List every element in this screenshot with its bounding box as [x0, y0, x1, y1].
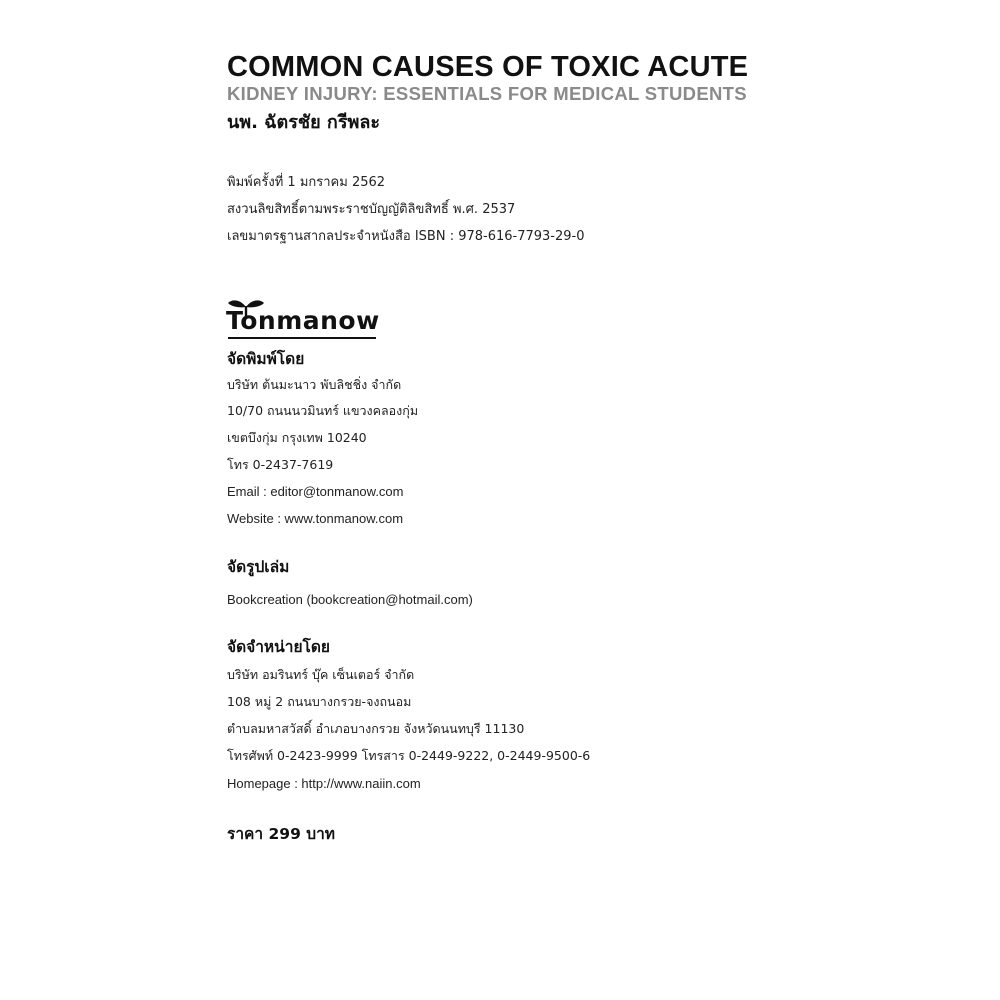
publisher-heading: จัดพิมพ์โดย — [227, 350, 305, 368]
book-title-line-2: KIDNEY INJURY: ESSENTIALS FOR MEDICAL STUDENTS — [227, 83, 747, 104]
isbn-line: เลขมาตรฐานสากลประจำหนังสือ ISBN : 978-616-7793-29-0 — [227, 229, 585, 244]
logo-underline — [228, 337, 376, 339]
distributor-name: บริษัท อมรินทร์ บุ๊ค เซ็นเตอร์ จำกัด — [227, 667, 415, 682]
publisher-address-1: 10/70 ถนนนวมินทร์ แขวงคลองกุ่ม — [227, 403, 419, 418]
publisher-phone: โทร 0-2437-7619 — [227, 457, 334, 472]
logo-wordmark: Tonmanow — [226, 306, 380, 335]
publisher-address-2: เขตบึงกุ่ม กรุงเทพ 10240 — [227, 430, 367, 445]
distributor-address-2: ตำบลมหาสวัสดิ์ อำเภอบางกรวย จังหวัดนนทบุรี 11130 — [227, 721, 525, 736]
publisher-website: Website : www.tonmanow.com — [227, 511, 404, 526]
publisher-name: บริษัท ต้นมะนาว พับลิชชิ่ง จำกัด — [227, 377, 402, 392]
copyright-notice: สงวนลิขสิทธิ์ตามพระราชบัญญัติลิขสิทธิ์ พ.ศ. 2537 — [227, 202, 516, 217]
book-title-line-1: COMMON CAUSES OF TOXIC ACUTE — [227, 51, 749, 83]
author-name: นพ. ฉัตรชัย กรีพละ — [227, 112, 381, 133]
distributor-address-1: 108 หมู่ 2 ถนนบางกรวย-จงถนอม — [227, 694, 412, 709]
edition-info: พิมพ์ครั้งที่ 1 มกราคม 2562 — [227, 175, 386, 190]
book-price: ราคา 299 บาท — [227, 825, 336, 843]
layout-credit: Bookcreation (bookcreation@hotmail.com) — [227, 592, 473, 607]
distributor-phone: โทรศัพท์ 0-2423-9999 โทรสาร 0-2449-9222, 0-2449-9500-6 — [227, 748, 591, 763]
publisher-logo — [226, 297, 386, 343]
distributor-homepage: Homepage : http://www.naiin.com — [227, 776, 421, 791]
layout-heading: จัดรูปเล่ม — [227, 558, 290, 576]
distributor-heading: จัดจำหน่ายโดย — [227, 638, 331, 656]
publisher-email: Email : editor@tonmanow.com — [227, 484, 404, 499]
